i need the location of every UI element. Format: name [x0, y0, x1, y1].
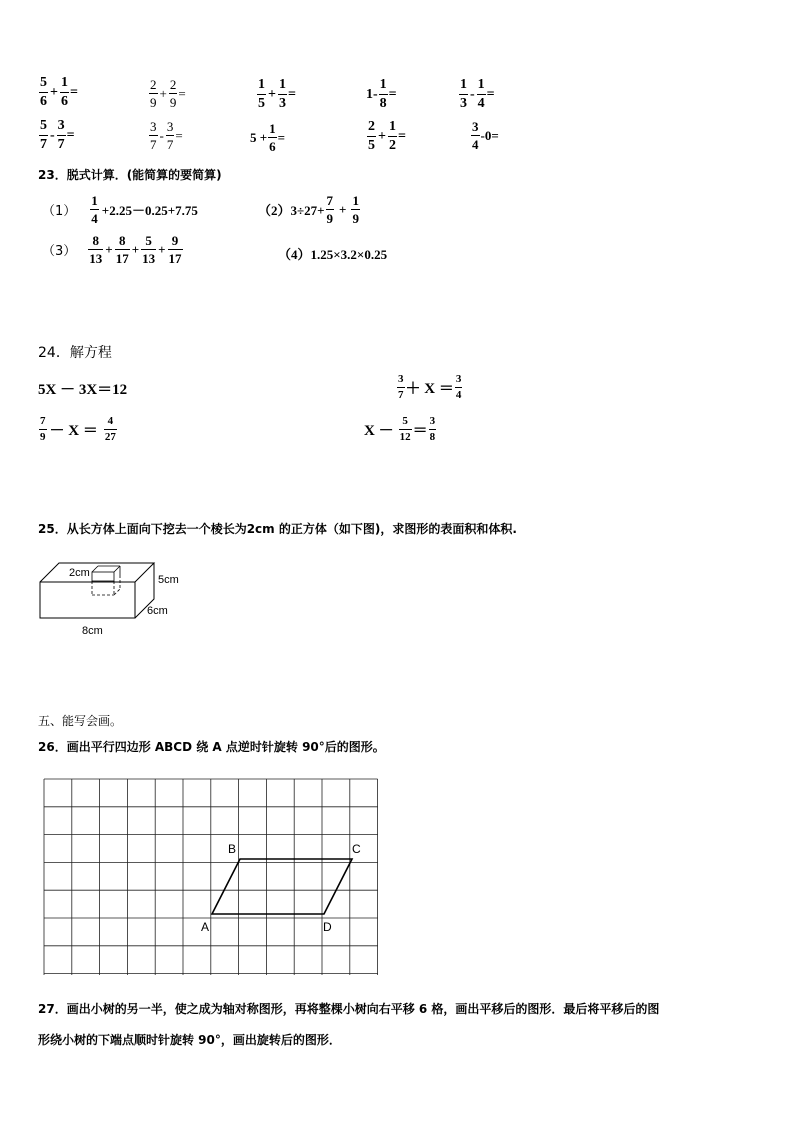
section-5-title: 五、能写会画。 — [38, 714, 123, 728]
q23-part3: （3） $\frac{8}{13}$ + $\frac{8}{17}$ + $\frac{5}{13}$ + $\frac{9}{17}$ — [42, 233, 182, 266]
frac-exercise-1-2: $\frac{2}{9}$ + $\frac{2}{9}$ = — [150, 77, 186, 110]
q23-title: 23．脱式计算．(能简算的要简算) — [38, 168, 222, 182]
fraction: $\frac{1}{6}$ — [60, 75, 68, 109]
q24-eq1: 5X － 3X＝12 — [38, 382, 128, 398]
parallelogram-abcd — [212, 859, 352, 914]
point-c-label: C — [352, 842, 361, 856]
point-b-label: B — [228, 842, 237, 856]
cuboid-top-face — [40, 563, 154, 582]
label-height: 5cm — [158, 574, 179, 586]
q25-title: 25．从长方体上面向下挖去一个棱长为2cm 的正方体（如下图)，求图形的表面积和体积. — [38, 522, 517, 536]
grid-figure — [40, 775, 385, 975]
q24-eq2: $\frac{3}{7}$ ＋ X ＝ $\frac{3}{4}$ — [398, 373, 462, 401]
q24-eq4: X － $\frac{5}{12}$ ＝ $\frac{3}{8}$ — [364, 415, 436, 443]
cuboid-figure — [36, 555, 196, 640]
frac-exercise-2-5: $\frac{3}{4}$ -0= — [472, 119, 499, 152]
frac-exercise-2-2: $\frac{3}{7}$ - $\frac{3}{7}$ = — [150, 119, 183, 152]
cuboid-front-face — [40, 582, 135, 618]
frac-exercise-1-3: $\frac{1}{5}$ + $\frac{1}{3}$ = — [258, 77, 296, 111]
label-depth: 6cm — [147, 605, 168, 617]
frac-exercise-2-1: $\frac{5}{7}$ - $\frac{3}{7}$ = — [40, 118, 75, 152]
q24-eq3: $\frac{7}{9}$ － X ＝ $\frac{4}{27}$ — [40, 415, 116, 443]
q23-part2: （2）3÷27+ $\frac{7}{9}$ + $\frac{1}{9}$ — [258, 193, 359, 226]
point-a-label: A — [201, 920, 210, 934]
q23-part1: （1） $\frac{1}{4}$ +2.25－0.25+7.75 — [42, 193, 198, 226]
frac-exercise-2-3: 5 + $\frac{1}{6}$ = — [250, 121, 286, 154]
frac-exercise-2-4: $\frac{2}{5}$ + $\frac{1}{2}$ = — [368, 119, 406, 153]
grid-lines — [44, 779, 378, 975]
fraction: $\frac{5}{6}$ — [40, 75, 47, 109]
label-cube-edge: 2cm — [69, 567, 90, 579]
q24-title: 24．解方程 — [38, 345, 112, 361]
point-d-label: D — [323, 920, 332, 934]
q26-title: 26．画出平行四边形 ABCD 绕 A 点逆时针旋转 90°后的图形。 — [38, 740, 385, 754]
q23-part4: （4）1.25×3.2×0.25 — [278, 247, 388, 262]
q27-line2: 形绕小树的下端点顺时针旋转 90°，画出旋转后的图形． — [38, 1033, 341, 1047]
label-length: 8cm — [82, 625, 103, 637]
cube-opening — [92, 572, 114, 581]
frac-exercise-1-1: $\frac{5}{6}$ + $\frac{1}{6}$ = — [40, 75, 78, 109]
frac-exercise-1-4: 1- $\frac{1}{8}$ = — [366, 77, 397, 111]
q27-line1: 27．画出小树的另一半，使之成为轴对称图形，再将整棵小树向右平移 6 格，画出平移后的图形．最后将平移后的图 — [38, 1002, 660, 1016]
frac-exercise-1-5: $\frac{1}{3}$ - $\frac{1}{4}$ = — [460, 77, 495, 111]
